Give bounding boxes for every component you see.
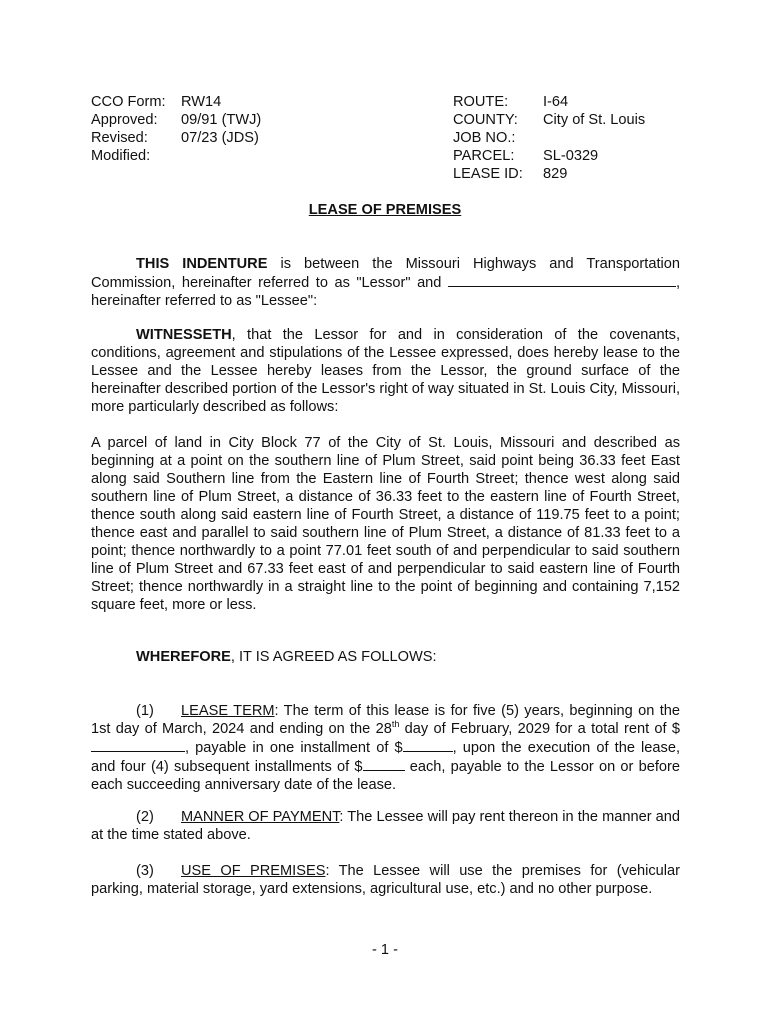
clause-text: : The Lessee will pay rent thereon in the manner and at the time stated above. — [91, 809, 680, 843]
indenture-text-end: , hereinafter referred to as "Lessee": — [91, 275, 680, 309]
indenture-text: is between the Missouri Highways and Transportation Commission, hereinafter referred to as "Lessor" and — [91, 256, 680, 291]
route-label: PARCEL: — [453, 148, 515, 164]
clause-number: (1) — [136, 703, 154, 719]
form-label: CCO Form: — [91, 94, 166, 110]
route-label: ROUTE: — [453, 94, 509, 110]
form-row-modified — [91, 147, 261, 165]
witnesseth-paragraph — [91, 326, 680, 416]
form-label: Approved: — [91, 112, 158, 128]
form-row-approved — [91, 111, 261, 129]
form-row-revised — [91, 129, 261, 147]
route-row-job — [453, 129, 645, 147]
form-value: 07/23 (JDS) — [181, 130, 259, 146]
route-label: COUNTY: — [453, 112, 518, 128]
ordinal-suffix: th — [391, 719, 400, 730]
page-number: - 1 - — [372, 942, 398, 958]
form-value: RW14 — [181, 94, 222, 110]
route-label: LEASE ID: — [453, 166, 523, 182]
wherefore-text: , IT IS AGREED AS FOLLOWS: — [230, 649, 437, 665]
form-info-block — [91, 93, 261, 165]
route-value: 829 — [543, 166, 568, 182]
route-row-parcel — [453, 147, 645, 165]
clause-text: day of February, 2029 for a total rent of $ — [399, 721, 680, 737]
installment-blank — [403, 738, 453, 752]
clause-text: , payable in one installment of $ — [185, 740, 403, 756]
clause-number: (3) — [136, 863, 154, 879]
route-label: JOB NO.: — [453, 130, 516, 146]
form-row-cco — [91, 93, 261, 111]
indenture-lead: THIS INDENTURE — [136, 256, 268, 272]
clause-heading: MANNER OF PAYMENT — [181, 809, 340, 825]
total-rent-blank — [91, 738, 185, 752]
witnesseth-text: , that the Lessor for and in consideration of the covenants, conditions, agreement and stipulations of the Lessee expressed, does hereby lease to the Lessee and the Lessee hereby leases from the Lessor, the ground surface of the hereinafter described portion of the Lessor's right of way situated in St. Louis City, Missouri, more particularly described as follows: — [91, 327, 680, 415]
route-row-county — [453, 111, 645, 129]
use-of-premises-clause — [91, 862, 680, 898]
manner-of-payment-clause — [91, 808, 680, 844]
form-label: Modified: — [91, 148, 151, 164]
route-row-route — [453, 93, 645, 111]
form-value: 09/91 (TWJ) — [181, 112, 262, 128]
clause-text: , upon the execution of the lease, and four (4) subsequent installments of $ — [91, 740, 680, 775]
subsequent-installment-blank — [363, 757, 405, 771]
wherefore-paragraph — [91, 648, 680, 666]
route-info-block — [453, 93, 645, 183]
lessee-name-blank — [448, 273, 676, 287]
form-label: Revised: — [91, 130, 148, 146]
clause-text: : The term of this lease is for five (5) years, beginning on the 1st day of March, 2024 and ending on the 28 — [91, 703, 681, 737]
witnesseth-lead: WITNESSETH — [136, 327, 232, 343]
parcel-description: A parcel of land in City Block 77 of the City of St. Louis, Missouri and described as beginning at a point on the southern line of Plum Street, said point being 36.33 feet East along said Southern line from the Eastern line of Fourth Street; thence west along said southern line of Plum Street, a distance of 36.33 feet to the eastern line of Fourth Street, thence south along said eastern line of Fourth Street, a distance of 119.75 feet to a point; thence east and parallel to said southern line of Plum Street, a distance of 81.33 feet to a point; thence northwardly to a point 77.01 feet south of and perpendicular to said southern line of Plum Street and 67.33 feet east of and perpendicular to said eastern line of Fourth Street; thence northwardly in a straight line to the point of beginning and containing 7,152 square feet, more or less. — [91, 435, 680, 613]
lease-term-clause — [91, 702, 680, 794]
wherefore-lead: WHEREFORE — [136, 649, 231, 665]
clause-heading: USE OF PREMISES — [181, 863, 326, 879]
indenture-paragraph — [91, 255, 680, 310]
clause-number: (2) — [136, 809, 154, 825]
clause-heading: LEASE TERM — [181, 703, 275, 719]
route-value: I-64 — [543, 94, 569, 110]
document-title: LEASE OF PREMISES — [308, 202, 462, 218]
clause-text: each, payable to the Lessor on or before each succeeding anniversary date of the lease. — [91, 759, 680, 793]
clause-text: : The Lessee will use the premises for (vehicular parking, material storage, yard extensions, agricultural use, etc.) and no other purpose. — [91, 863, 680, 897]
route-value: SL-0329 — [543, 148, 599, 164]
route-value: City of St. Louis — [543, 112, 646, 128]
route-row-lease-id — [453, 165, 645, 183]
